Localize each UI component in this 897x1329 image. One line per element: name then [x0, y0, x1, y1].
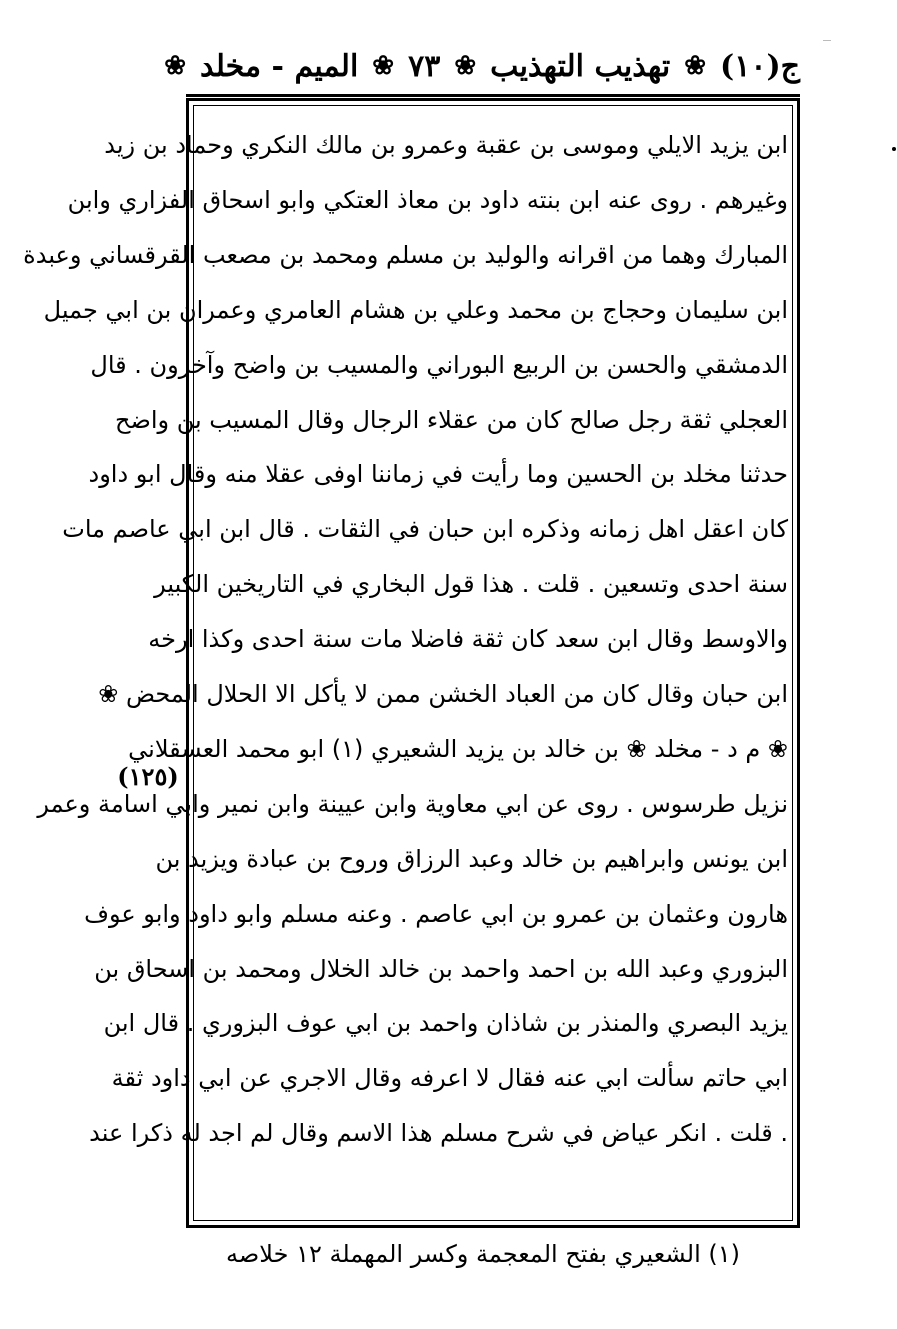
text-line: ❀ م د - مخلد ❀ بن خالد بن يزيد الشعيري (١) ابو محمد العسقلاني — [128, 734, 788, 763]
text-line: هارون وعثمان بن عمرو بن ابي عاصم . وعنه مسلم وابو داود وابو عوف — [84, 899, 788, 928]
text-line: البزوري وعبد الله بن احمد واحمد بن خالد الخلال ومحمد بن اسحاق بن — [94, 954, 788, 983]
header-divider — [186, 94, 800, 97]
text-line: وغيرهم . روى عنه ابن بنته داود بن معاذ العتكي وابو اسحاق الفزاري وابن — [67, 185, 788, 214]
text-line: الدمشقي والحسن بن الربيع البوراني والمسيب بن واضح وآخرون . قال — [90, 350, 788, 379]
text-line: يزيد البصري والمنذر بن شاذان واحمد بن ابي عوف البزوري . قال ابن — [103, 1009, 788, 1038]
flower-ornament-icon: ❀ — [684, 51, 706, 81]
scan-mark — [823, 40, 831, 41]
flower-ornament-icon: ❀ — [372, 51, 395, 81]
text-line: ابن سليمان وحجاج بن محمد وعلي بن هشام العامري وعمران بن ابي جميل — [43, 295, 788, 324]
page-header — [160, 38, 800, 94]
text-line: سنة احدى وتسعين . قلت . هذا قول البخاري في التاريخين الكبير — [154, 570, 788, 599]
text-line: ابن حبان وقال كان من العباد الخشن ممن لا يأكل الا الحلال المحض ❀ — [98, 680, 788, 708]
text-line: . قلت . انكر عياض في شرح مسلم هذا الاسم وقال لم اجد له ذكرا عند — [89, 1119, 788, 1148]
text-line: ابن يزيد الايلي وموسى بن عقبة وعمرو بن مالك النكري وحماد بن زيد — [104, 131, 788, 159]
footnote: (١) الشعيري بفتح المعجمة وكسر المهملة ١٢ خلاصه — [226, 1240, 740, 1268]
text-line: كان اعقل اهل زمانه وذكره ابن حبان في الثقات . قال ابن ابي عاصم مات — [62, 515, 788, 544]
flower-ornament-icon: ❀ — [454, 51, 477, 81]
volume-label: ج(١٠) — [720, 48, 800, 84]
text-line: العجلي ثقة رجل صالح كان من عقلاء الرجال وقال المسيب بن واضح — [114, 405, 788, 434]
text-line: نزيل طرسوس . روى عن ابي معاوية وابن عيينة وابن نمير وابي اسامة وعمر — [37, 789, 788, 818]
entry-number: (١٢٥) — [117, 762, 179, 791]
margin-dot — [892, 147, 896, 151]
text-line: حدثنا مخلد بن الحسين وما رأيت في زماننا اوفى عقلا منه وقال ابو داود — [88, 460, 788, 489]
page-number: ٧٣ — [408, 48, 441, 84]
section-title: الميم - مخلد — [199, 48, 359, 84]
text-line: ابن يونس وابراهيم بن خالد وعبد الرزاق وروح بن عبادة ويزيد بن — [155, 844, 788, 873]
text-line: المبارك وهما من اقرانه والوليد بن مسلم ومحمد بن مصعب القرقساني وعبدة — [23, 240, 788, 269]
book-title: تهذيب التهذيب — [490, 48, 671, 84]
text-line: ابي حاتم سألت ابي عنه فقال لا اعرفه وقال الاجري عن ابي داود ثقة — [111, 1064, 788, 1093]
flower-ornament-icon: ❀ — [164, 51, 186, 81]
text-line: والاوسط وقال ابن سعد كان ثقة فاضلا مات سنة احدى وكذا ارخه — [148, 625, 788, 654]
